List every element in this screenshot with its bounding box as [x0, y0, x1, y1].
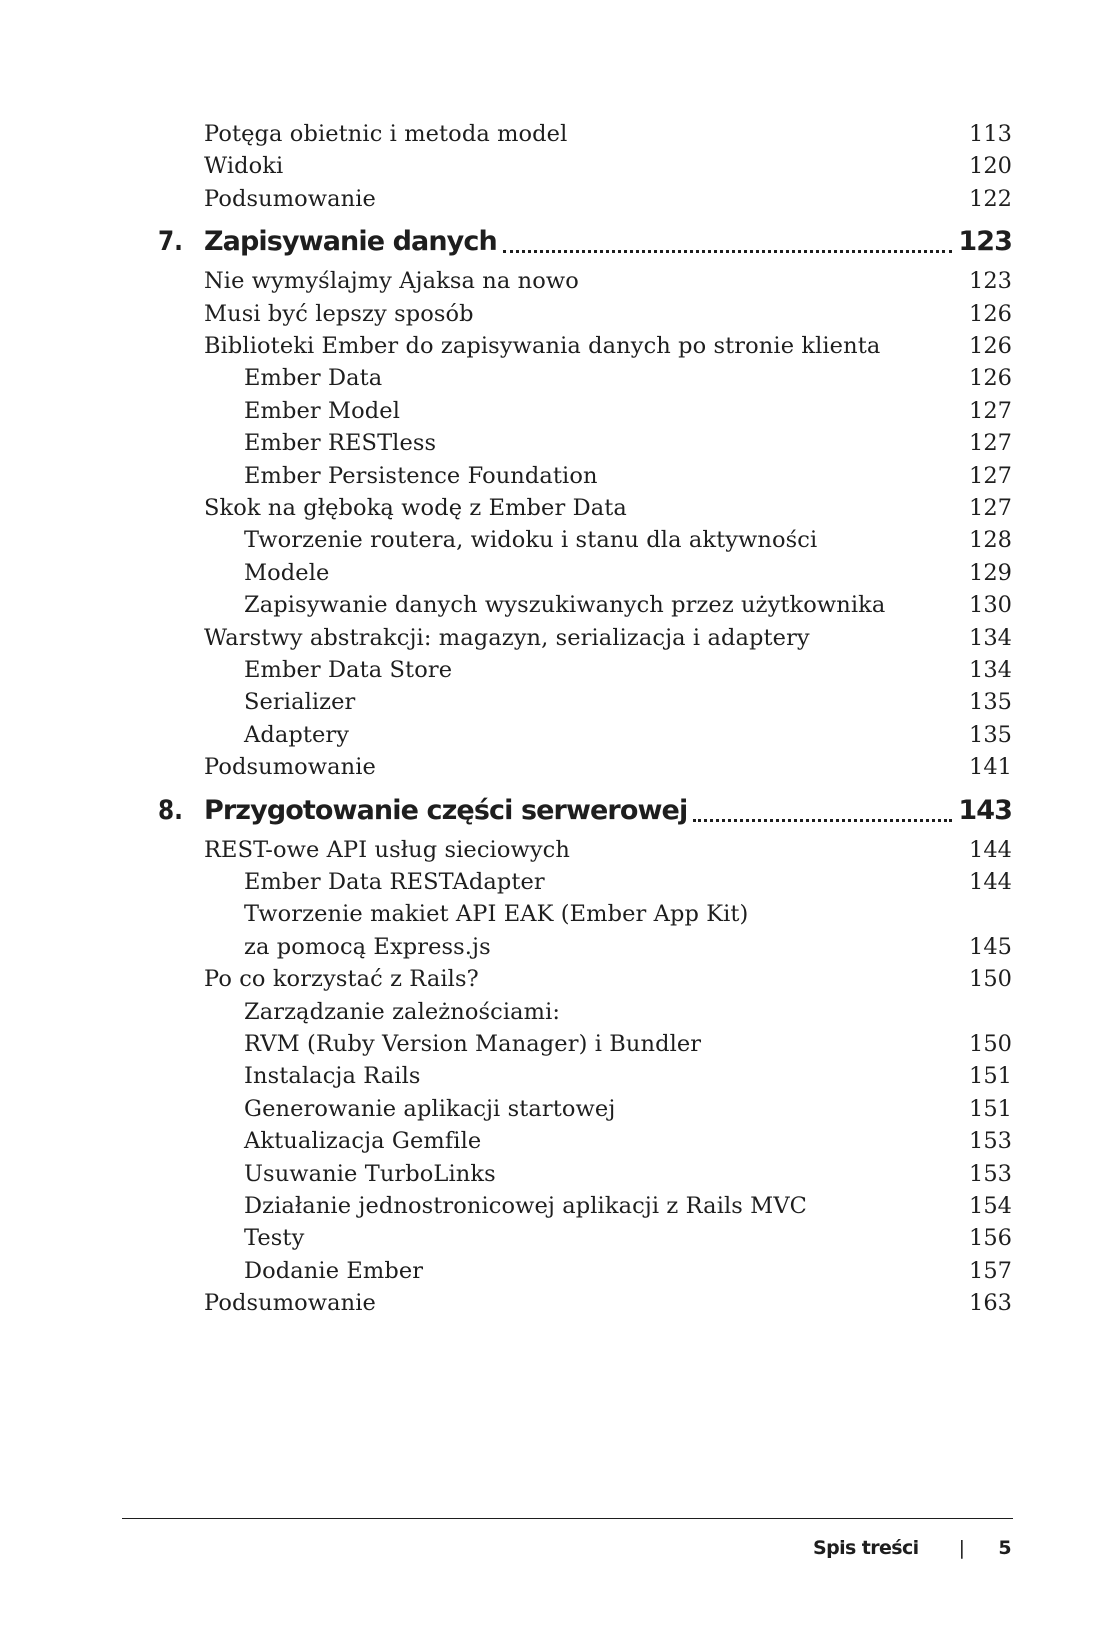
entry-page-number: 154	[969, 1193, 1012, 1219]
toc-subentry[interactable]	[0, 865, 1103, 899]
footer-separator: |	[958, 1537, 965, 1559]
entry-page-number: 151	[969, 1063, 1012, 1089]
entry-title: Instalacja Rails	[244, 1063, 421, 1089]
entry-page-number: 129	[969, 560, 1012, 586]
toc-entry[interactable]	[0, 750, 1103, 784]
entry-title: Modele	[244, 560, 330, 586]
entry-page-number: 144	[969, 869, 1012, 895]
entry-title: Ember Data	[244, 365, 383, 391]
entry-title: Potęga obietnic i metoda model	[204, 121, 568, 147]
chapter-title: Przygotowanie części serwerowej	[204, 795, 688, 826]
toc-subentry[interactable]	[0, 1092, 1103, 1126]
toc-subentry[interactable]	[0, 1254, 1103, 1288]
entry-page-number: 113	[969, 121, 1012, 147]
entry-page-number: 151	[969, 1096, 1012, 1122]
toc-subentry[interactable]	[0, 1124, 1103, 1158]
toc-subentry[interactable]	[0, 897, 1103, 931]
entry-page-number: 128	[969, 527, 1012, 553]
entry-title: Ember Data Store	[244, 657, 453, 683]
toc-entry[interactable]	[0, 1286, 1103, 1320]
entry-title: Ember Model	[244, 398, 400, 424]
toc-subentry[interactable]	[0, 685, 1103, 719]
entry-title: RVM (Ruby Version Manager) i Bundler	[244, 1031, 702, 1057]
toc-subentry[interactable]	[0, 1189, 1103, 1223]
dot-leader	[693, 819, 952, 822]
toc-subentry[interactable]	[0, 394, 1103, 428]
chapter-page-number: 123	[958, 226, 1012, 257]
entry-title: Nie wymyślajmy Ajaksa na nowo	[204, 268, 579, 294]
toc-subentry[interactable]	[0, 426, 1103, 460]
entry-title: REST-owe API usług sieciowych	[204, 837, 570, 863]
toc-entry[interactable]	[0, 117, 1103, 151]
toc-subentry[interactable]	[0, 588, 1103, 622]
entry-page-number: 157	[969, 1258, 1012, 1284]
toc-entry[interactable]	[0, 182, 1103, 216]
toc-subentry[interactable]	[0, 1157, 1103, 1191]
toc-entry[interactable]	[0, 297, 1103, 331]
chapter-title: Zapisywanie danych	[204, 226, 497, 257]
entry-title: Adaptery	[244, 722, 350, 748]
entry-page-number: 127	[969, 398, 1012, 424]
entry-page-number: 135	[969, 689, 1012, 715]
chapter-page-number: 143	[958, 795, 1012, 826]
entry-title: Podsumowanie	[204, 754, 376, 780]
toc-subentry[interactable]	[0, 1027, 1103, 1061]
entry-page-number: 145	[969, 934, 1012, 960]
entry-title: Tworzenie makiet API EAK (Ember App Kit)	[244, 901, 749, 927]
entry-page-number: 141	[969, 754, 1012, 780]
entry-title: Ember Persistence Foundation	[244, 463, 598, 489]
entry-page-number: 127	[969, 463, 1012, 489]
entry-title: Tworzenie routera, widoku i stanu dla aktywności	[244, 527, 818, 553]
entry-page-number: 130	[969, 592, 1012, 618]
toc-chapter[interactable]	[0, 791, 1103, 831]
entry-title: Zarządzanie zależnościami:	[244, 999, 561, 1025]
entry-page-number: 126	[969, 365, 1012, 391]
toc-entry[interactable]	[0, 149, 1103, 183]
entry-page-number: 126	[969, 333, 1012, 359]
toc-subentry[interactable]	[0, 523, 1103, 557]
entry-page-number: 144	[969, 837, 1012, 863]
toc-entry[interactable]	[0, 264, 1103, 298]
footer-rule	[122, 1518, 1013, 1519]
toc-subentry[interactable]	[0, 718, 1103, 752]
entry-page-number: 153	[969, 1161, 1012, 1187]
entry-page-number: 123	[969, 268, 1012, 294]
toc-subentry[interactable]	[0, 556, 1103, 590]
entry-title: Testy	[244, 1225, 305, 1251]
entry-title: Działanie jednostronicowej aplikacji z Rails MVC	[244, 1193, 807, 1219]
entry-title: Widoki	[204, 153, 284, 179]
entry-title: Biblioteki Ember do zapisywania danych po stronie klienta	[204, 333, 881, 359]
entry-page-number: 153	[969, 1128, 1012, 1154]
footer-section-title: Spis treści	[813, 1537, 919, 1559]
entry-title: Podsumowanie	[204, 1290, 376, 1316]
toc-subentry[interactable]	[0, 653, 1103, 687]
entry-page-number: 135	[969, 722, 1012, 748]
entry-title: Generowanie aplikacji startowej	[244, 1096, 616, 1122]
entry-title: Ember RESTless	[244, 430, 437, 456]
toc-subentry[interactable]	[0, 459, 1103, 493]
toc-entry[interactable]	[0, 621, 1103, 655]
entry-page-number: 122	[969, 186, 1012, 212]
toc-subentry[interactable]	[0, 1221, 1103, 1255]
entry-title: Musi być lepszy sposób	[204, 301, 474, 327]
toc-subentry[interactable]	[0, 995, 1103, 1029]
entry-title: Zapisywanie danych wyszukiwanych przez użytkownika	[244, 592, 886, 618]
entry-title: Aktualizacja Gemfile	[244, 1128, 482, 1154]
toc-entry[interactable]	[0, 329, 1103, 363]
entry-title: Skok na głęboką wodę z Ember Data	[204, 495, 627, 521]
entry-page-number: 150	[969, 966, 1012, 992]
entry-title: Serializer	[244, 689, 356, 715]
entry-title: Warstwy abstrakcji: magazyn, serializacja i adaptery	[204, 625, 810, 651]
toc-entry[interactable]	[0, 962, 1103, 996]
entry-page-number: 134	[969, 625, 1012, 651]
chapter-number: 7.	[158, 226, 183, 257]
toc-subentry[interactable]	[0, 1059, 1103, 1093]
entry-page-number: 120	[969, 153, 1012, 179]
page-footer	[813, 1534, 1011, 1562]
entry-title: Dodanie Ember	[244, 1258, 424, 1284]
toc-chapter[interactable]	[0, 222, 1103, 262]
entry-page-number: 126	[969, 301, 1012, 327]
entry-title: Podsumowanie	[204, 186, 376, 212]
toc-entry[interactable]	[0, 491, 1103, 525]
entry-page-number: 156	[969, 1225, 1012, 1251]
entry-page-number: 127	[969, 495, 1012, 521]
entry-page-number: 163	[969, 1290, 1012, 1316]
entry-title: za pomocą Express.js	[244, 934, 491, 960]
toc-entry[interactable]	[0, 833, 1103, 867]
entry-page-number: 127	[969, 430, 1012, 456]
toc-subentry[interactable]	[0, 361, 1103, 395]
chapter-number: 8.	[158, 795, 183, 826]
entry-title: Usuwanie TurboLinks	[244, 1161, 496, 1187]
entry-title: Po co korzystać z Rails?	[204, 966, 479, 992]
toc-subentry[interactable]	[0, 930, 1103, 964]
entry-page-number: 150	[969, 1031, 1012, 1057]
entry-title: Ember Data RESTAdapter	[244, 869, 545, 895]
footer-page-number: 5	[998, 1537, 1011, 1559]
entry-page-number: 134	[969, 657, 1012, 683]
dot-leader	[503, 250, 953, 253]
